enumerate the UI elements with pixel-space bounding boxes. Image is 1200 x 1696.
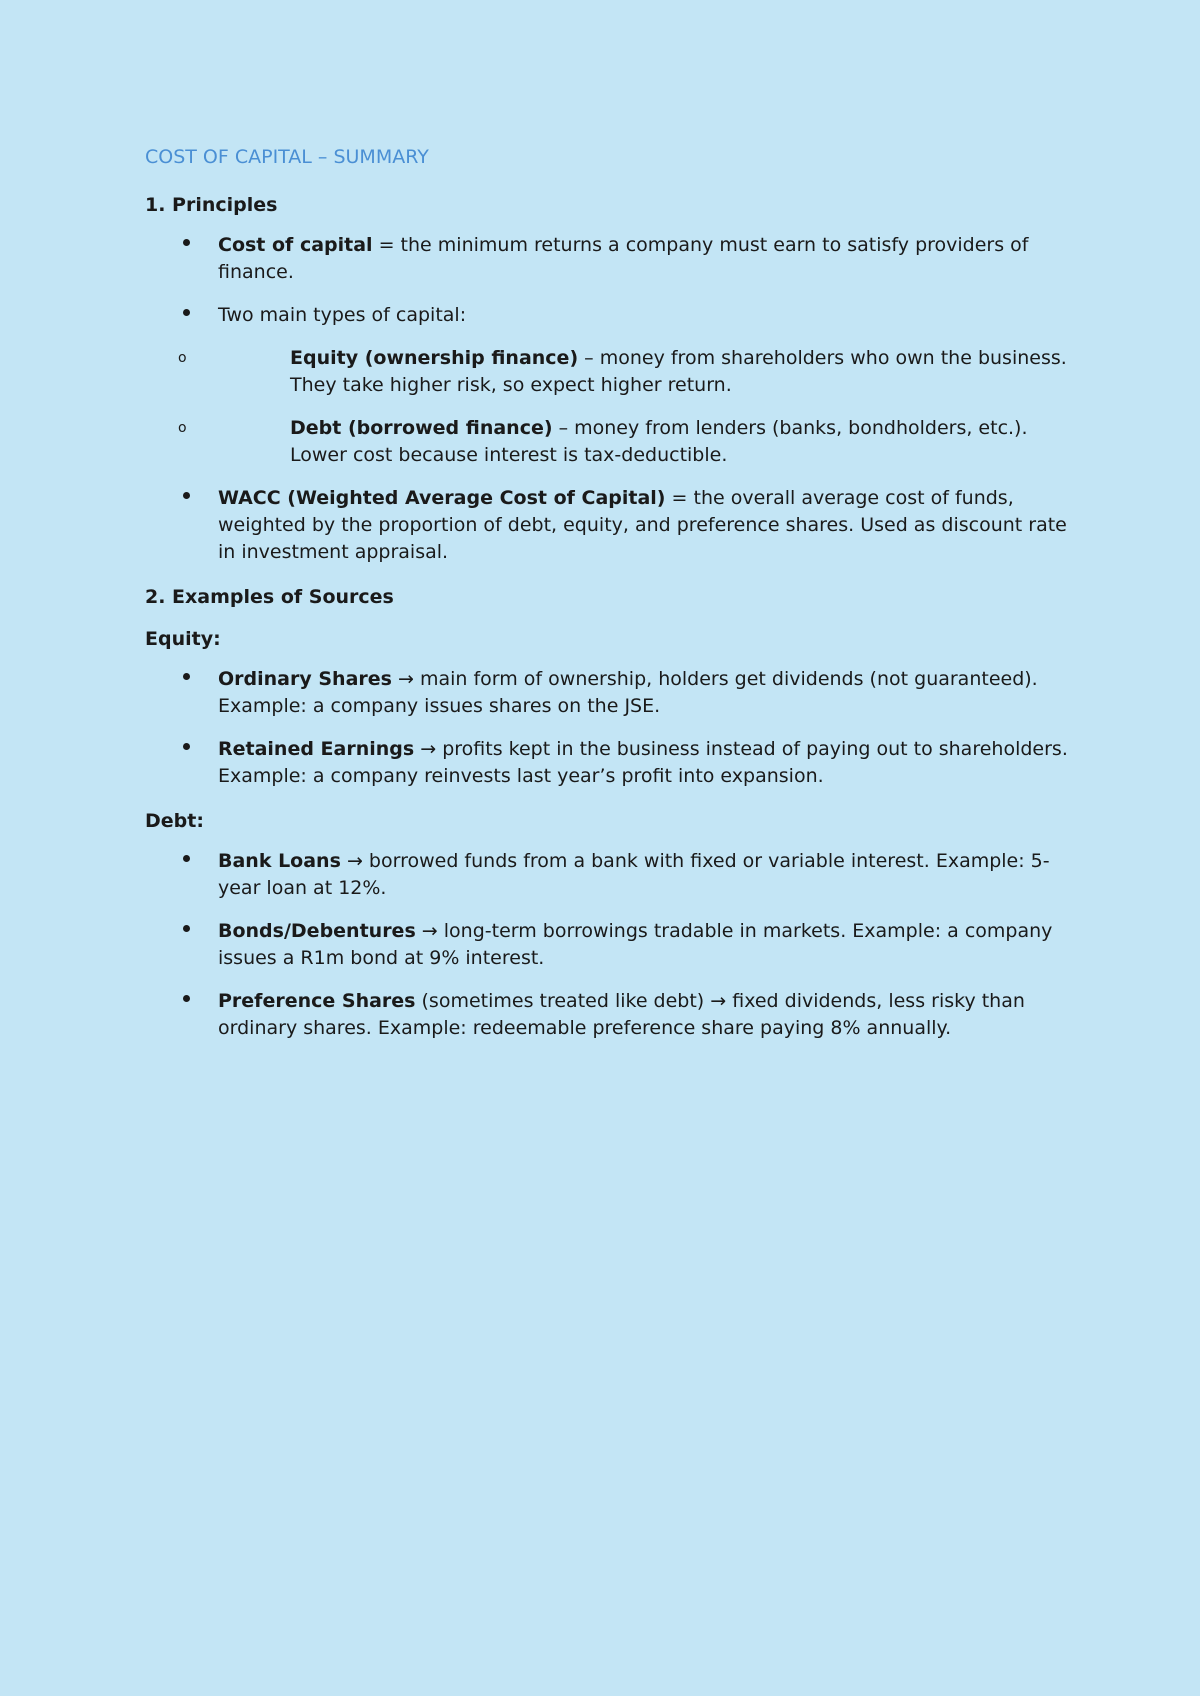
bullet-icon [183,925,190,932]
definition-text: → borrowed funds from a bank with fixed or variable interest. Example: 5-year loan at 12%. [218,850,1050,899]
debt-heading: Debt: [145,810,204,832]
equity-heading: Equity: [145,628,221,650]
definition-text: (sometimes treated like debt) → fixed dividends, less risky than ordinary shares. Example: redeemable preference share paying 8% annually. [218,990,1025,1039]
bullet-icon [183,309,190,316]
hollow-bullet-icon: o [178,350,187,366]
bullet-icon [183,855,190,862]
term-cost-of-capital: Cost of capital [218,234,373,256]
list-item [145,918,1085,972]
term-equity: Equity (ownership finance) [290,347,579,369]
debt-sources-list [145,848,1085,1042]
principles-heading: 1. Principles [145,194,278,216]
bullet-icon [183,673,190,680]
list-item [145,232,1085,286]
list-item [145,988,1085,1042]
definition-text: → main form of ownership, holders get dividends (not guaranteed). Example: a company issues shares on the JSE. [218,668,1038,717]
bullet-icon [183,239,190,246]
list-item [145,485,1085,566]
term-preference-shares: Preference Shares [218,990,416,1012]
document-title: COST OF CAPITAL – SUMMARY [145,146,429,168]
document-page [145,142,1085,1058]
list-item [145,666,1085,720]
principles-list [145,232,1085,566]
list-item [145,736,1085,790]
bullet-icon [183,492,190,499]
bullet-icon [183,743,190,750]
bullet-icon [183,995,190,1002]
definition-text: = the minimum returns a company must earn to satisfy providers of finance. [218,234,1029,283]
capital-types-list [178,345,1085,469]
term-retained-earnings: Retained Earnings [218,738,415,760]
definition-text: = the overall average cost of funds, weighted by the proportion of debt, equity, and preference shares. Used as discount rate in investment appraisal. [218,487,1067,563]
examples-heading: 2. Examples of Sources [145,586,394,608]
term-debt: Debt (borrowed finance) [290,417,553,439]
definition-text: – money from lenders (banks, bondholders, etc.). Lower cost because interest is tax-deductible. [290,417,1028,466]
types-intro-text: Two main types of capital: [218,304,467,326]
term-ordinary-shares: Ordinary Shares [218,668,392,690]
list-item [178,415,1085,469]
list-item [145,302,1085,469]
list-item [178,345,1085,399]
definition-text: → profits kept in the business instead of paying out to shareholders. Example: a company reinvests last year’s profit into expansion. [218,738,1068,787]
term-bank-loans: Bank Loans [218,850,341,872]
term-wacc: WACC (Weighted Average Cost of Capital) [218,487,666,509]
list-item [145,848,1085,902]
equity-sources-list [145,666,1085,790]
definition-text: – money from shareholders who own the business. They take higher risk, so expect higher return. [290,347,1067,396]
definition-text: → long-term borrowings tradable in markets. Example: a company issues a R1m bond at 9% interest. [218,920,1053,969]
term-bonds-debentures: Bonds/Debentures [218,920,416,942]
hollow-bullet-icon: o [178,420,187,436]
